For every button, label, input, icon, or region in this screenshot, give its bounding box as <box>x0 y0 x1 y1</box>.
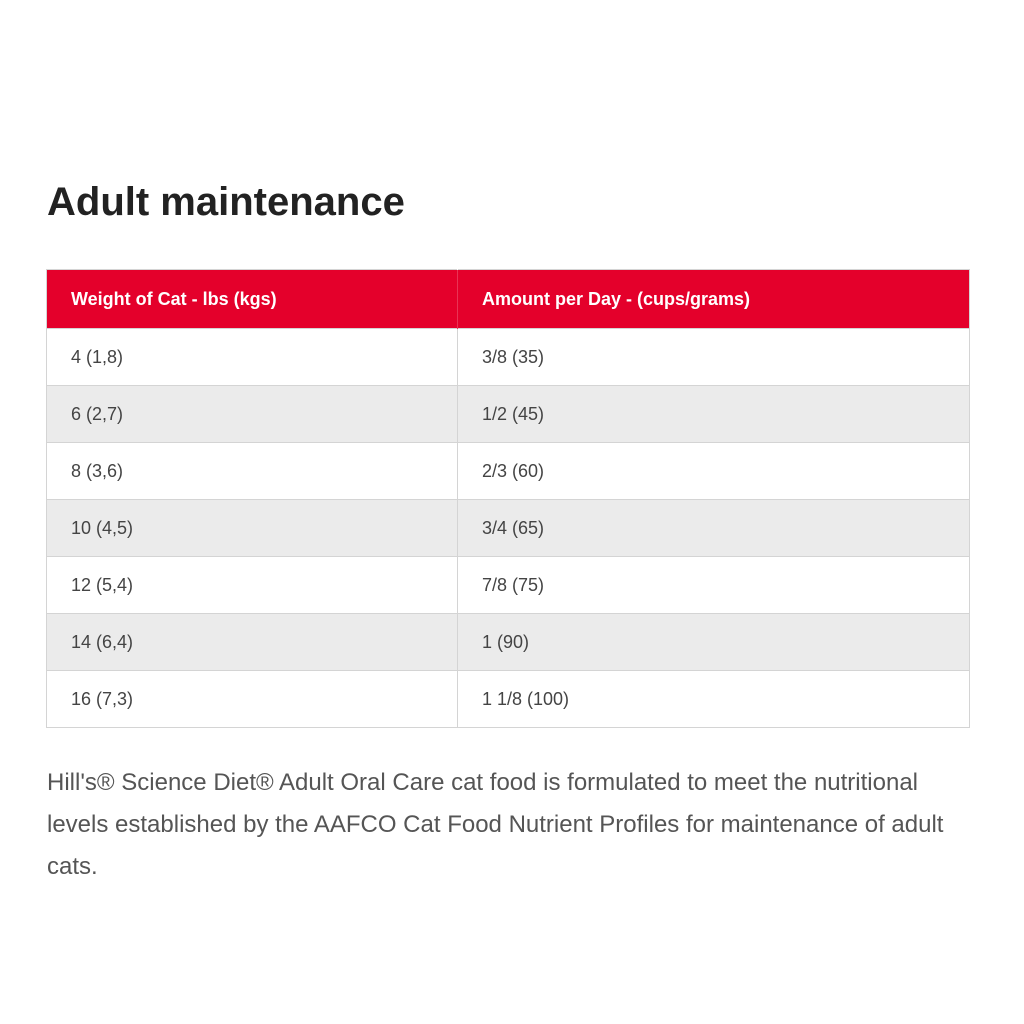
table-row <box>47 443 970 500</box>
table-header-row <box>47 270 970 329</box>
weight-cell: 6 (2,7) <box>47 386 458 443</box>
amount-cell: 3/4 (65) <box>458 500 970 557</box>
table-row <box>47 386 970 443</box>
section-title: Adult maintenance <box>47 180 405 224</box>
amount-cell: 2/3 (60) <box>458 443 970 500</box>
feeding-table <box>46 269 970 728</box>
table-row <box>47 329 970 386</box>
table-row <box>47 614 970 671</box>
amount-cell: 1/2 (45) <box>458 386 970 443</box>
formulation-note: Hill's® Science Diet® Adult Oral Care cat food is formulated to meet the nutritional levels established by the AAFCO Cat Food Nutrient Profiles for maintenance of adult cats. <box>47 769 944 880</box>
weight-cell: 8 (3,6) <box>47 443 458 500</box>
amount-cell: 3/8 (35) <box>458 329 970 386</box>
weight-cell: 10 (4,5) <box>47 500 458 557</box>
table-row <box>47 671 970 728</box>
table-row <box>47 500 970 557</box>
table-row <box>47 557 970 614</box>
header-weight: Weight of Cat - lbs (kgs) <box>47 270 458 329</box>
weight-cell: 12 (5,4) <box>47 557 458 614</box>
header-amount: Amount per Day - (cups/grams) <box>458 270 970 329</box>
weight-cell: 14 (6,4) <box>47 614 458 671</box>
amount-cell: 1 1/8 (100) <box>458 671 970 728</box>
amount-cell: 7/8 (75) <box>458 557 970 614</box>
amount-cell: 1 (90) <box>458 614 970 671</box>
weight-cell: 4 (1,8) <box>47 329 458 386</box>
weight-cell: 16 (7,3) <box>47 671 458 728</box>
